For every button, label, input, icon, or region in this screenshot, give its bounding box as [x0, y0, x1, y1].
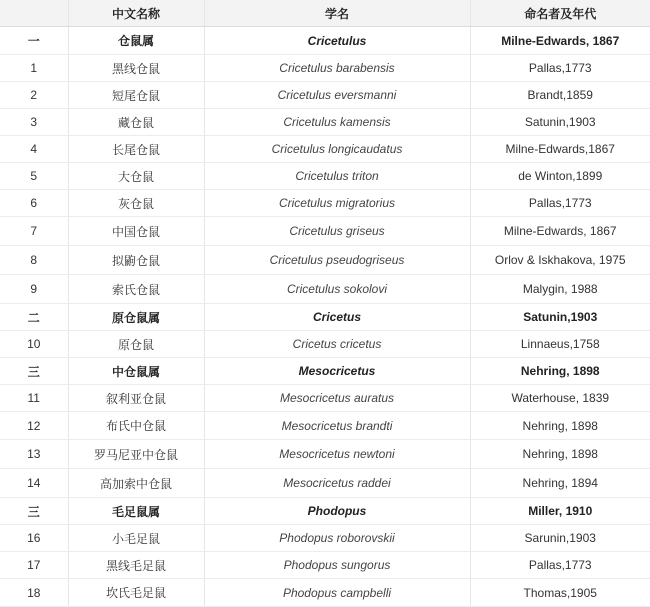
- author-year-cell: Malygin, 1988: [470, 275, 650, 304]
- header-row: [0, 0, 650, 27]
- author-year-cell: Satunin,1903: [470, 109, 650, 136]
- chinese-name-cell: 原仓鼠属: [68, 304, 204, 331]
- author-year-cell: Nehring, 1898: [470, 440, 650, 469]
- chinese-name-cell: 罗马尼亚中仓鼠: [68, 440, 204, 469]
- chinese-name-cell: 短尾仓鼠: [68, 82, 204, 109]
- row-number-cell: 6: [0, 190, 68, 217]
- table-row: [0, 469, 650, 498]
- chinese-name-cell: 布氏中仓鼠: [68, 412, 204, 440]
- table-row: [0, 55, 650, 82]
- chinese-name-cell: 中国仓鼠: [68, 217, 204, 246]
- scientific-name-cell: Cricetulus sokolovi: [204, 275, 470, 304]
- row-number-cell: 10: [0, 331, 68, 358]
- chinese-name-cell: 大仓鼠: [68, 163, 204, 190]
- row-number-cell: 三: [0, 498, 68, 525]
- scientific-name-cell: Cricetulus triton: [204, 163, 470, 190]
- row-number-cell: 2: [0, 82, 68, 109]
- table-row: [0, 275, 650, 304]
- author-year-cell: Milne-Edwards,1867: [470, 136, 650, 163]
- genus-row: [0, 304, 650, 331]
- table-row: [0, 440, 650, 469]
- chinese-name-cell: 坎氏毛足鼠: [68, 579, 204, 607]
- table-row: [0, 246, 650, 275]
- author-year-cell: Orlov & Iskhakova, 1975: [470, 246, 650, 275]
- chinese-name-cell: 仓鼠属: [68, 27, 204, 55]
- author-year-cell: Pallas,1773: [470, 190, 650, 217]
- row-number-cell: 8: [0, 246, 68, 275]
- table-row: [0, 82, 650, 109]
- author-year-cell: Pallas,1773: [470, 552, 650, 579]
- row-number-cell: 3: [0, 109, 68, 136]
- scientific-name-cell: Cricetulus kamensis: [204, 109, 470, 136]
- row-number-cell: 18: [0, 579, 68, 607]
- header-author-year: 命名者及年代: [470, 0, 650, 27]
- genus-row: [0, 498, 650, 525]
- table-row: [0, 579, 650, 607]
- chinese-name-cell: 藏仓鼠: [68, 109, 204, 136]
- scientific-name-cell: Phodopus sungorus: [204, 552, 470, 579]
- table-row: [0, 412, 650, 440]
- author-year-cell: Miller, 1910: [470, 498, 650, 525]
- author-year-cell: Nehring, 1898: [470, 412, 650, 440]
- scientific-name-cell: Mesocricetus auratus: [204, 385, 470, 412]
- table-row: [0, 525, 650, 552]
- chinese-name-cell: 黑线毛足鼠: [68, 552, 204, 579]
- row-number-cell: 11: [0, 385, 68, 412]
- scientific-name-cell: Cricetulus longicaudatus: [204, 136, 470, 163]
- table-row: [0, 331, 650, 358]
- chinese-name-cell: 黑线仓鼠: [68, 55, 204, 82]
- author-year-cell: Sarunin,1903: [470, 525, 650, 552]
- header-scientific-name: 学名: [204, 0, 470, 27]
- scientific-name-cell: Cricetulus: [204, 27, 470, 55]
- table-row: [0, 109, 650, 136]
- row-number-cell: 二: [0, 304, 68, 331]
- scientific-name-cell: Cricetulus barabensis: [204, 55, 470, 82]
- author-year-cell: Thomas,1905: [470, 579, 650, 607]
- author-year-cell: Brandt,1859: [470, 82, 650, 109]
- genus-row: [0, 358, 650, 385]
- scientific-name-cell: Cricetus: [204, 304, 470, 331]
- table-row: [0, 163, 650, 190]
- scientific-name-cell: Cricetulus eversmanni: [204, 82, 470, 109]
- scientific-name-cell: Phodopus: [204, 498, 470, 525]
- row-number-cell: 4: [0, 136, 68, 163]
- chinese-name-cell: 中仓鼠属: [68, 358, 204, 385]
- row-number-cell: 5: [0, 163, 68, 190]
- row-number-cell: 1: [0, 55, 68, 82]
- table-row: [0, 217, 650, 246]
- table-row: [0, 552, 650, 579]
- chinese-name-cell: 长尾仓鼠: [68, 136, 204, 163]
- genus-row: [0, 27, 650, 55]
- author-year-cell: Linnaeus,1758: [470, 331, 650, 358]
- chinese-name-cell: 小毛足鼠: [68, 525, 204, 552]
- header-chinese-name: 中文名称: [68, 0, 204, 27]
- scientific-name-cell: Mesocricetus raddei: [204, 469, 470, 498]
- scientific-name-cell: Mesocricetus newtoni: [204, 440, 470, 469]
- table-row: [0, 385, 650, 412]
- author-year-cell: Milne-Edwards, 1867: [470, 217, 650, 246]
- row-number-cell: 12: [0, 412, 68, 440]
- row-number-cell: 14: [0, 469, 68, 498]
- scientific-name-cell: Phodopus campbelli: [204, 579, 470, 607]
- author-year-cell: de Winton,1899: [470, 163, 650, 190]
- author-year-cell: Waterhouse, 1839: [470, 385, 650, 412]
- author-year-cell: Milne-Edwards, 1867: [470, 27, 650, 55]
- scientific-name-cell: Cricetulus pseudogriseus: [204, 246, 470, 275]
- chinese-name-cell: 高加索中仓鼠: [68, 469, 204, 498]
- author-year-cell: Satunin,1903: [470, 304, 650, 331]
- chinese-name-cell: 索氏仓鼠: [68, 275, 204, 304]
- scientific-name-cell: Cricetulus migratorius: [204, 190, 470, 217]
- author-year-cell: Nehring, 1898: [470, 358, 650, 385]
- row-number-cell: 17: [0, 552, 68, 579]
- chinese-name-cell: 叙利亚仓鼠: [68, 385, 204, 412]
- row-number-cell: 9: [0, 275, 68, 304]
- chinese-name-cell: 灰仓鼠: [68, 190, 204, 217]
- scientific-name-cell: Cricetus cricetus: [204, 331, 470, 358]
- table-body: [0, 27, 650, 607]
- table-row: [0, 136, 650, 163]
- chinese-name-cell: 原仓鼠: [68, 331, 204, 358]
- chinese-name-cell: 拟鼩仓鼠: [68, 246, 204, 275]
- scientific-name-cell: Phodopus roborovskii: [204, 525, 470, 552]
- row-number-cell: 一: [0, 27, 68, 55]
- chinese-name-cell: 毛足鼠属: [68, 498, 204, 525]
- row-number-cell: 三: [0, 358, 68, 385]
- row-number-cell: 13: [0, 440, 68, 469]
- scientific-name-cell: Cricetulus griseus: [204, 217, 470, 246]
- table-row: [0, 190, 650, 217]
- scientific-name-cell: Mesocricetus brandti: [204, 412, 470, 440]
- header-number: [0, 0, 68, 27]
- row-number-cell: 7: [0, 217, 68, 246]
- scientific-name-cell: Mesocricetus: [204, 358, 470, 385]
- row-number-cell: 16: [0, 525, 68, 552]
- author-year-cell: Nehring, 1894: [470, 469, 650, 498]
- author-year-cell: Pallas,1773: [470, 55, 650, 82]
